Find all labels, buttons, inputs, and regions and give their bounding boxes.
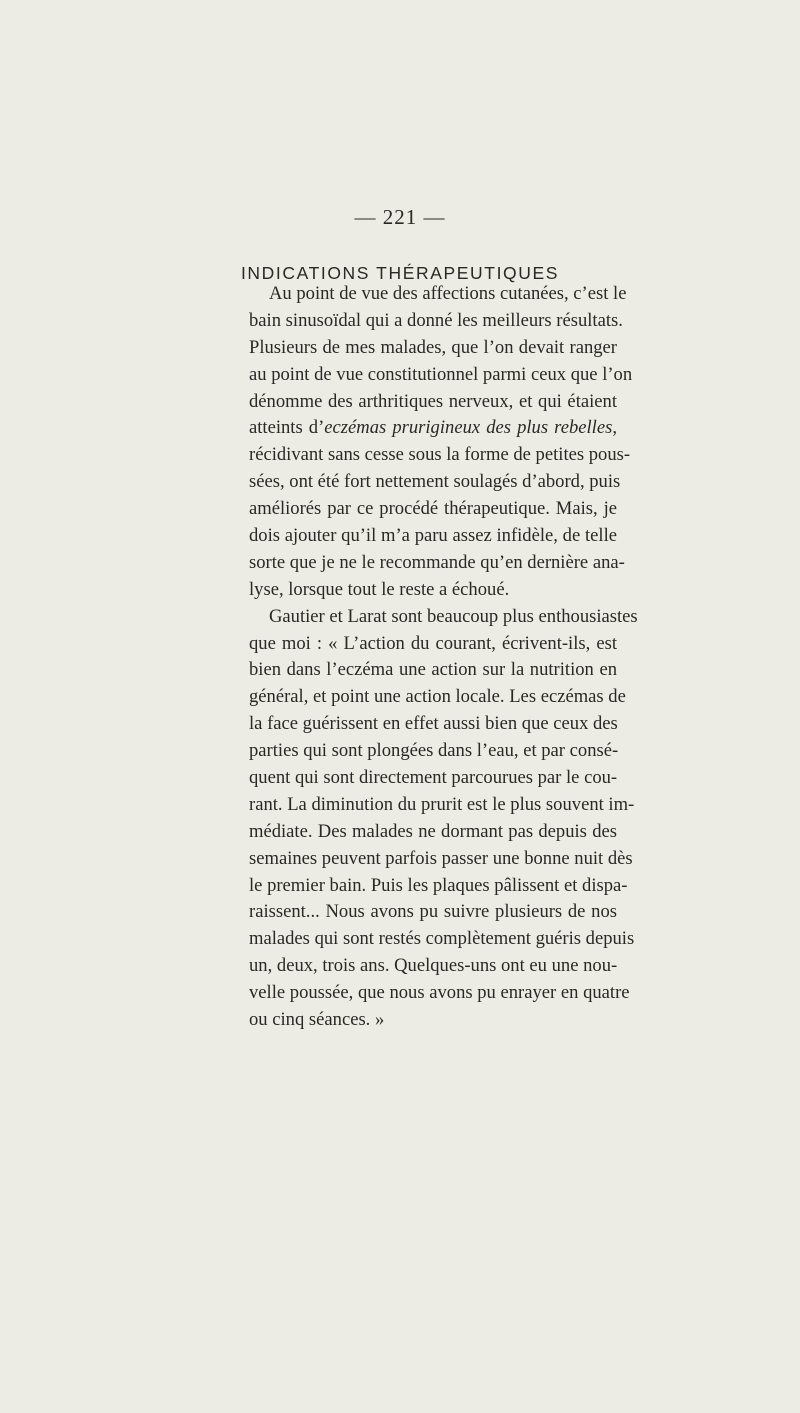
text-line: général, et point une action locale. Les eczémas de xyxy=(249,686,626,708)
text-line: sorte que je ne le recommande qu’en dernière ana- xyxy=(249,551,625,573)
text-line: Plusieurs de mes malades, que l’on devait ranger xyxy=(249,336,617,358)
paragraph xyxy=(249,281,633,604)
text-line: dois ajouter qu’il m’a paru assez infidèle, de telle xyxy=(249,525,617,547)
text-line: Gautier et Larat sont beaucoup plus enthousiastes xyxy=(269,605,638,627)
text-line: bain sinusoïdal qui a donné les meilleurs résultats. xyxy=(249,309,623,331)
text-line: quent qui sont directement parcourues par le cou- xyxy=(249,767,618,789)
text-line: la face guérissent en effet aussi bien que ceux des xyxy=(249,713,618,735)
text-line: le premier bain. Puis les plaques pâlissent et dispa- xyxy=(249,874,628,896)
text-line: Au point de vue des affections cutanées, c’est le xyxy=(269,283,627,304)
text-line: lyse, lorsque tout le reste a échoué. xyxy=(249,578,510,600)
text-line: que moi : « L’action du courant, écrivent-ils, est xyxy=(249,632,617,654)
text-line: malades qui sont restés complètement guéris depuis xyxy=(249,928,635,950)
text-line: rant. La diminution du prurit est le plus souvent im- xyxy=(249,793,635,815)
text-line: au point de vue constitutionnel parmi ceux que l’on xyxy=(249,363,633,385)
text-line: ou cinq séances. » xyxy=(249,1009,385,1031)
text-line: un, deux, trois ans. Quelques-uns ont eu une nou- xyxy=(249,955,618,977)
text-line: velle poussée, que nous avons pu enrayer en quatre xyxy=(249,982,630,1004)
text-segment: , xyxy=(612,417,617,439)
body-text xyxy=(249,281,638,1034)
running-title: INDICATIONS THÉRAPEUTIQUES xyxy=(240,263,560,283)
text-line: raissent... Nous avons pu suivre plusieurs de nos xyxy=(249,901,617,923)
italic-text-segment: eczémas prurigineux des plus rebelles xyxy=(324,417,613,439)
page-number: — 221 — xyxy=(354,205,446,229)
text-line: récidivant sans cesse sous la forme de petites pous- xyxy=(249,444,631,466)
text-line: parties qui sont plongées dans l’eau, et par consé- xyxy=(249,740,619,762)
text-line: semaines peuvent parfois passer une bonne nuit dès xyxy=(249,847,633,869)
text-line: médiate. Des malades ne dormant pas depuis des xyxy=(249,820,617,842)
text-segment: atteints d’ xyxy=(249,417,325,439)
text-line: bien dans l’eczéma une action sur la nutrition en xyxy=(249,659,617,681)
text-line: dénomme des arthritiques nerveux, et qui étaient xyxy=(249,390,617,412)
paragraph xyxy=(249,604,638,1034)
text-line: améliorés par ce procédé thérapeutique. Mais, je xyxy=(249,498,617,520)
text-line xyxy=(249,415,617,442)
text-line: sées, ont été fort nettement soulagés d’abord, puis xyxy=(249,471,621,493)
